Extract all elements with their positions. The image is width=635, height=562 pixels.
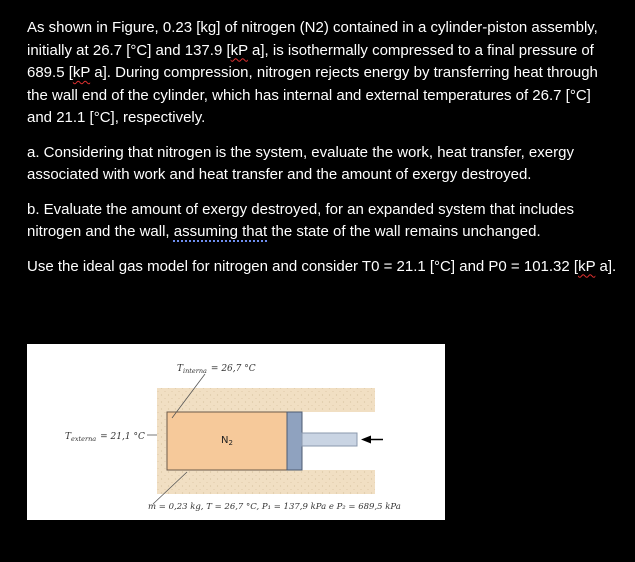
- t-external-label: $T_{externa} = 21,1$ °C: [65, 432, 145, 443]
- intro-part-2: a], is isothermally compressed to a final pressure of 689.5 [: [27, 41, 594, 81]
- grammar-suggestion: assuming that: [173, 223, 268, 240]
- model-text-2: a].: [595, 257, 617, 275]
- cylinder-end-wall: [157, 388, 167, 494]
- figure-caption: m = 0,23 kg, T = 26,7 °C, P₁ = 137,9 kPa e P₂ = 689,5 kPa: [148, 502, 401, 512]
- problem-part-a: a. Considering that nitrogen is the system, evaluate the work, heat transfer, exergy associated with work and heat transfer and the amount of exergy destroyed.: [27, 143, 574, 183]
- piston-rod: [302, 433, 357, 446]
- cylinder-diagram: [27, 344, 445, 520]
- problem-intro: [27, 17, 617, 130]
- intro-part-1: As shown in Figure, 0.23 [kg] of nitrogen (N2) contained in a cylinder-piston assembly, initially at 26.7 [°C] and 137.9 [: [27, 19, 598, 59]
- intro-part-3: a]. During compression, nitrogen rejects energy by transferring heat through the wall end of the cylinder, which has internal and external temperatures of 26.7 [°C] and 21.1 [°C], respectively.: [27, 64, 598, 126]
- t-internal-label: $T_{interna} = 26,7$ °C: [177, 364, 256, 375]
- cylinder-top-wall: [157, 388, 375, 412]
- unit-spellcheck-1: kP: [230, 41, 248, 59]
- gas-label: $N_2$: [221, 435, 233, 447]
- cylinder-bottom-wall: [157, 470, 375, 494]
- cylinder-piston-figure: [27, 344, 445, 520]
- piston: [287, 412, 302, 470]
- part-b-text-1: b. Evaluate the amount of exergy destroyed, for an expanded system that includes nitrogen and the wall,: [27, 200, 574, 240]
- force-arrow-head: [361, 436, 371, 444]
- part-b-text-2: the state of the wall remains unchanged.: [267, 223, 541, 240]
- problem-text: [27, 17, 617, 290]
- unit-spellcheck-3: kP: [578, 257, 596, 275]
- model-text-1: Use the ideal gas model for nitrogen and consider T0 = 21.1 [°C] and P0 = 101.32 [: [27, 257, 579, 275]
- problem-part-b: [27, 199, 617, 244]
- problem-model-note: [27, 256, 617, 279]
- unit-spellcheck-2: kP: [72, 64, 91, 81]
